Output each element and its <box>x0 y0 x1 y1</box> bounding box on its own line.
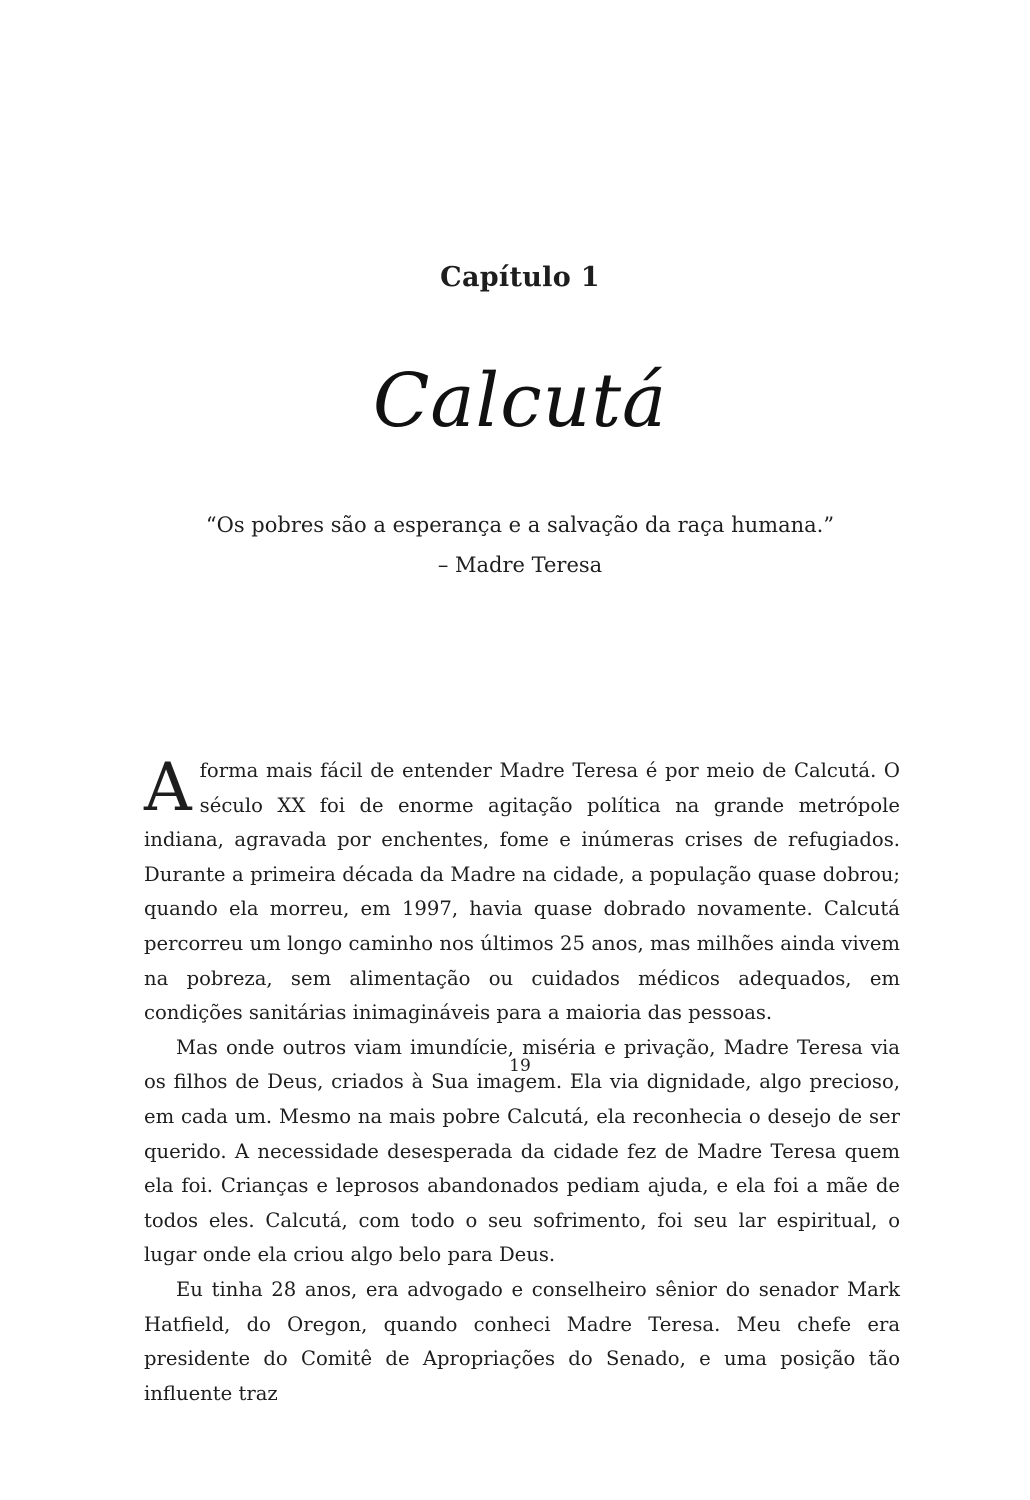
epigraph-attribution: – Madre Teresa <box>437 553 603 577</box>
drop-cap: A <box>144 749 192 826</box>
body-text <box>144 749 900 1411</box>
chapter-label: Capítulo 1 <box>440 262 600 293</box>
paragraph: Mas onde outros viam imundície, miséria e privação, Madre Teresa via os filhos de Deus, criados à Sua imagem. Ela via dignidade, algo precioso, em cada um. Mesmo na mais pobre Calcutá, ela reconhecia o desejo de ser querido. A necessidade desesperada da cidade fez de Madre Teresa quem ela foi. Crianças e leprosos abandonados pediam ajuda, e ela foi a mãe de todos eles. Calcutá, com todo o seu sofrimento, foi seu lar espiritual, o lugar onde ela criou algo belo para Deus. <box>144 1035 900 1267</box>
page-number: 19 <box>509 1056 531 1076</box>
paragraph <box>144 749 900 1031</box>
chapter-title: Calcutá <box>372 358 668 444</box>
paragraph-text: forma mais fácil de entender Madre Teresa é por meio de Calcutá. O século XX foi de enorme agitação política na grande metrópole indiana, agravada por enchentes, fome e inúmeras crises de refugiados. Durante a primeira década da Madre na cidade, a população quase dobrou; quando ela morreu, em 1997, havia quase dobrado novamente. Calcutá percorreu um longo caminho nos últimos 25 anos, mas milhões ainda vivem na pobreza, sem alimentação ou cuidados médicos adequados, em condições sanitárias inimagináveis para a maioria das pessoas. <box>144 759 900 1025</box>
epigraph <box>0 505 1030 585</box>
paragraph: Eu tinha 28 anos, era advogado e conselheiro sênior do senador Mark Hatfield, do Oregon, quando conheci Madre Teresa. Meu chefe era presidente do Comitê de Apropriações do Senado, e uma posição tão influente traz <box>144 1277 900 1405</box>
epigraph-quote: “Os pobres são a esperança e a salvação da raça humana.” <box>205 513 835 537</box>
